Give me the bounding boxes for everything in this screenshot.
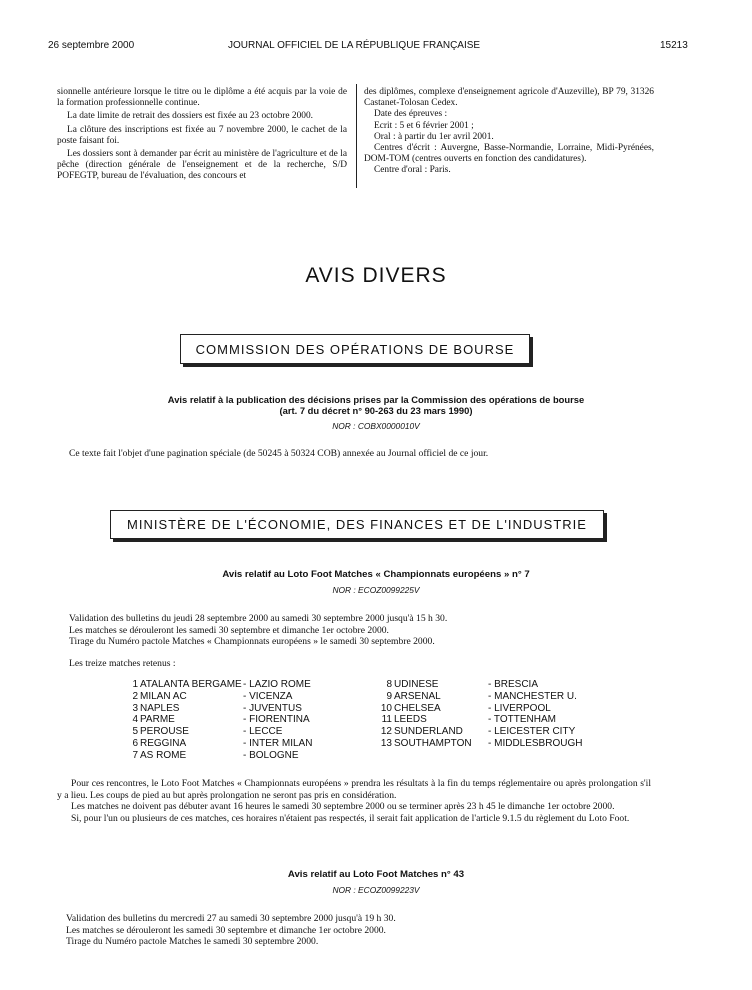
- match-home-team: CHELSEA: [394, 702, 441, 714]
- treize-matches-label: Les treize matches retenus :: [69, 658, 176, 669]
- match-number: 12: [380, 726, 392, 738]
- match-away-team: - LEICESTER CITY: [488, 726, 576, 738]
- rules-para-1: Pour ces rencontres, le Loto Foot Matches « Championnats européens » prendra les résultats à la fin du temps réglementaire ou après prolongation s'il y a lieu. Les coups de pied au but après prolongation ne seront pas pris en considération.: [57, 778, 651, 801]
- match-number: 10: [380, 702, 392, 714]
- match-away-team: - LAZIO ROME: [243, 679, 311, 690]
- match-home-team: NAPLES: [140, 702, 180, 714]
- right-para-5: Centres d'écrit : Auvergne, Basse-Normandie, Lorraine, Midi-Pyrénées, DOM-TOM (centres ouverts en fonction des candidatures).: [364, 143, 654, 165]
- match-away-team: - FIORENTINA: [243, 714, 310, 726]
- match-number: 6: [132, 737, 138, 749]
- match-number: 13: [380, 737, 392, 749]
- avis1-nor: NOR : ECOZ0099225V: [332, 585, 420, 595]
- avis2-line-validation: Validation des bulletins du mercredi 27 au samedi 30 septembre 2000 jusqu'à 19 h 30.: [66, 913, 396, 924]
- right-para-3: Ecrit : 5 et 6 février 2001 ;: [374, 120, 474, 131]
- avis1-lines: [69, 613, 689, 648]
- match-number: 4: [132, 714, 138, 726]
- match-away-team: - BRESCIA: [488, 679, 539, 690]
- match-home-team: UDINESE: [394, 679, 439, 690]
- match-home-team: PARME: [140, 714, 175, 726]
- matches-right-home: [394, 679, 472, 750]
- avis1-line-tirage: Tirage du Numéro pactole Matches « Championnats européens » le samedi 30 septembre 2000.: [69, 636, 435, 648]
- minefi-box-title: MINISTÈRE DE L'ÉCONOMIE, DES FINANCES ET DE L'INDUSTRIE: [110, 510, 604, 539]
- left-para-2: La date limite de retrait des dossiers est fixée au 23 octobre 2000.: [67, 111, 314, 122]
- right-para-6: Centre d'oral : Paris.: [374, 165, 451, 176]
- match-away-team: - MIDDLESBROUGH: [488, 737, 583, 749]
- match-away-team: - BOLOGNE: [243, 749, 299, 761]
- cob-nor: NOR : COBX0000010V: [332, 421, 420, 431]
- right-para-4: Oral : à partir du 1er avril 2001.: [374, 131, 494, 142]
- left-para-1: sionnelle antérieure lorsque le titre ou le diplôme a été acquis par la voie de la formation professionnelle continue.: [57, 87, 347, 109]
- avis2-nor: NOR : ECOZ0099223V: [332, 885, 420, 895]
- match-away-team: - LIVERPOOL: [488, 702, 551, 714]
- matches-left-numbers: [118, 679, 138, 762]
- left-para-3: La clôture des inscriptions est fixée au 7 novembre 2000, le cachet de la poste faisant foi.: [57, 124, 347, 146]
- match-home-team: SOUTHAMPTON: [394, 737, 472, 749]
- avis1-line-matches: Les matches se dérouleront les samedi 30 septembre et dimanche 1er octobre 2000.: [69, 624, 389, 636]
- match-number: 3: [132, 702, 138, 714]
- match-home-team: AS ROME: [140, 749, 187, 761]
- section-title-avis-divers: AVIS DIVERS: [305, 264, 447, 287]
- matches-right-away: [488, 679, 582, 750]
- avis2-lines: [66, 913, 686, 948]
- cob-box-title: COMMISSION DES OPÉRATIONS DE BOURSE: [180, 334, 530, 364]
- matches-left-away: [243, 679, 312, 762]
- match-home-team: ATALANTA BERGAME: [140, 679, 242, 690]
- right-para-1: des diplômes, complexe d'enseignement agricole d'Auzeville), BP 79, 31326 Castanet-Tolosan Cedex.: [364, 87, 654, 109]
- match-number: 5: [132, 726, 138, 738]
- header-page-number: 15213: [660, 40, 688, 51]
- match-away-team: - INTER MILAN: [243, 737, 313, 749]
- avis1-rules: [57, 778, 651, 824]
- cob-text: Ce texte fait l'objet d'une pagination spéciale (de 50245 à 50324 COB) annexée au Journal officiel de ce jour.: [69, 448, 489, 459]
- match-away-team: - LECCE: [243, 726, 283, 738]
- match-home-team: ARSENAL: [394, 690, 441, 702]
- match-number: 8: [386, 679, 392, 690]
- avis1-line-validation: Validation des bulletins du jeudi 28 septembre 2000 au samedi 30 septembre 2000 jusqu'à 15 h 30.: [69, 613, 448, 624]
- header-date: 26 septembre 2000: [48, 40, 135, 51]
- match-home-team: PEROUSE: [140, 726, 189, 738]
- rules-para-3: Si, pour l'un ou plusieurs de ces matches, ces horaires n'étaient pas respectés, il serait fait application de l'article 9.1.5 du règlement du Loto Foot.: [71, 812, 630, 824]
- matches-right-numbers: [372, 679, 392, 750]
- avis1-title: Avis relatif au Loto Foot Matches « Championnats européens » n° 7: [222, 569, 530, 580]
- match-number: 2: [132, 690, 138, 702]
- match-away-team: - TOTTENHAM: [488, 714, 556, 726]
- avis2-line-matches: Les matches se dérouleront les samedi 30 septembre et dimanche 1er octobre 2000.: [66, 924, 386, 936]
- matches-left-home: [140, 679, 242, 762]
- cob-avis-title: [0, 394, 752, 416]
- match-away-team: - JUVENTUS: [243, 702, 302, 714]
- right-column: [364, 87, 654, 177]
- avis2-title: Avis relatif au Loto Foot Matches n° 43: [287, 869, 465, 880]
- column-divider: [356, 84, 357, 188]
- avis2-line-tirage: Tirage du Numéro pactole Matches le samedi 30 septembre 2000.: [66, 936, 319, 948]
- match-away-team: - MANCHESTER U.: [488, 690, 577, 702]
- match-home-team: LEEDS: [394, 714, 427, 726]
- match-number: 7: [132, 749, 138, 761]
- left-para-4: Les dossiers sont à demander par écrit au ministère de l'agriculture et de la pêche (direction générale de l'enseignement et de la recherche, S/D POFEGTP, bureau de l'évaluation, des concours et: [57, 149, 347, 182]
- rules-para-2: Les matches ne doivent pas débuter avant 16 heures le samedi 30 septembre 2000 ou se terminer après 23 h 45 le dimanche 1er octobre 2000.: [71, 801, 615, 813]
- cob-avis-line1: Avis relatif à la publication des décisions prises par la Commission des opérations de bourse: [167, 394, 585, 405]
- match-home-team: MILAN AC: [140, 690, 187, 702]
- match-number: 9: [386, 690, 392, 702]
- left-column: [57, 87, 347, 185]
- cob-avis-line2: (art. 7 du décret n° 90-263 du 23 mars 1990): [279, 405, 473, 416]
- right-para-2: Date des épreuves :: [374, 109, 448, 120]
- match-home-team: SUNDERLAND: [394, 726, 463, 738]
- match-number: 1: [132, 679, 138, 690]
- match-home-team: REGGINA: [140, 737, 187, 749]
- header-journal: JOURNAL OFFICIEL DE LA RÉPUBLIQUE FRANÇAISE: [228, 40, 481, 51]
- match-away-team: - VICENZA: [243, 690, 293, 702]
- match-number: 11: [381, 714, 392, 726]
